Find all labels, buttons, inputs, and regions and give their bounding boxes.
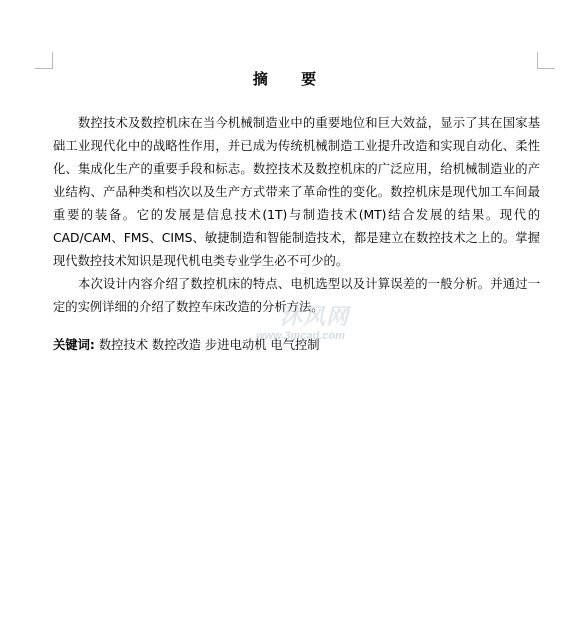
abstract-paragraph-2: 本次设计内容介绍了数控机床的特点、电机选型以及计算误差的一般分析。并通过一定的实例详细的介绍了数控车床改造的分析方法。 (53, 277, 540, 314)
keywords-label: 关键词: (53, 338, 95, 352)
keywords-line (53, 334, 540, 357)
watermark-url: www.3mcad.com (256, 330, 345, 342)
abstract-body (53, 112, 540, 357)
keywords-text: 数控技术 数控改造 步进电动机 电气控制 (98, 338, 320, 352)
watermark-logo-text: 沐风网 (280, 304, 350, 329)
crop-mark-top-left (35, 52, 53, 69)
abstract-paragraph-1: 数控技术及数控机床在当今机械制造业中的重要地位和巨大效益，显示了其在国家基础工业现代化中的战略性作用，并已成为传统机械制造工业提升改造和实现自动化、柔性化、集成化生产的重要手段和标志。数控技术及数控机床的广泛应用，给机械制造业的产业结构、产品种类和档次以及生产方式带来了革命性的变化。数控机床是现代加工车间最重要的装备。它的发展是信息技术(1T)与制造技术(MT)结合发展的结果。现代的CAD/CAM、FMS、CIMS、敏捷制造和智能制造技术，都是建立在数控技术之上的。掌握现代数控技术知识是现代机电类专业学生必不可少的。 (53, 116, 540, 268)
crop-mark-top-right (537, 52, 555, 69)
abstract-title: 摘 要 (252, 70, 331, 88)
